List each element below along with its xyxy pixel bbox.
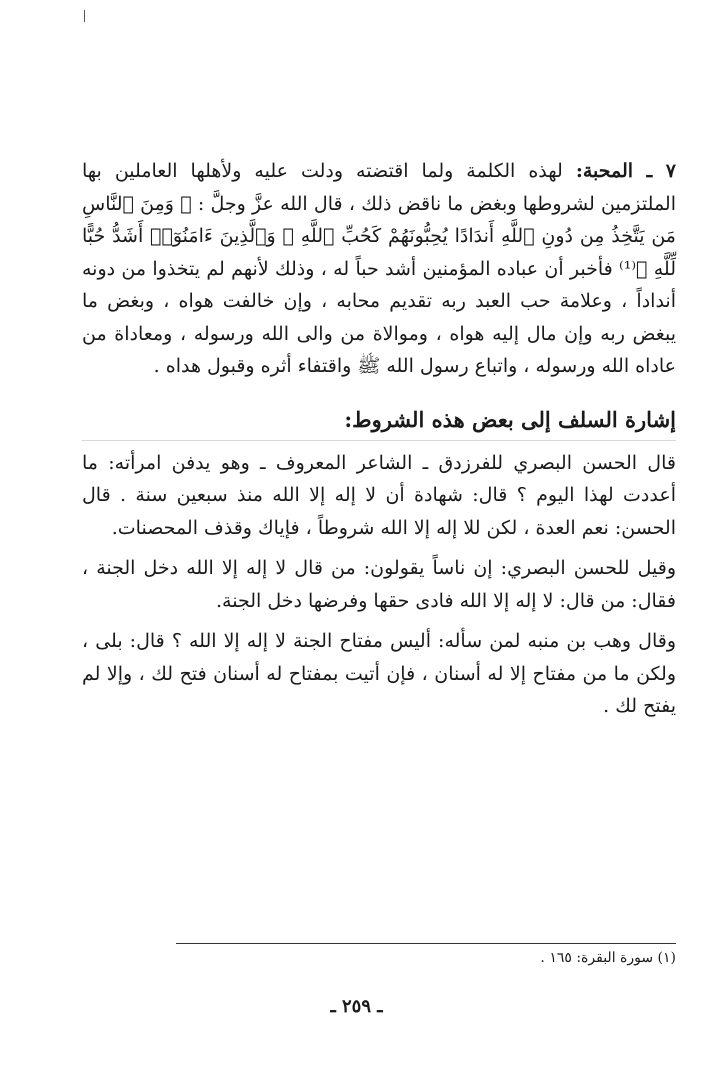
section-love-text: لهذه الكلمة ولما اقتضته ودلت عليه ولأهلها العاملين بها الملتزمين لشروطها وبغض ما ناقض ذلك ، قال الله عزَّ وجلَّ : ﴿ وَمِنَ ٱلنَّاسِ مَن يَتَّخِذُ مِن دُونِ ٱللَّهِ أَندَادًا يُحِبُّونَهُمْ كَحُبِّ ٱللَّهِ ۖ وَٱلَّذِينَ ءَامَنُوٓا۟ أَشَدُّ حُبًّا لِّلَّهِ ﴾⁽¹⁾ فأخبر أن عباده المؤمنين أشد حباً له ، وذلك لأنهم لم يتخذوا من دونه أنداداً ، وعلامة حب العبد ربه تقديم محابه ، وإن خالفت هواه ، وبغض ما يبغض ربه وإن مال إليه هواه ، وموالاة من والى الله ورسوله ، ومعاداة من عاداه الله ورسوله ، واتباع رسول الله ﷺ واقتفاء أثره وقبول هداه . [82,160,677,377]
section-heading: إشارة السلف إلى بعض هذه الشروط: [82,403,676,441]
main-text [82,155,676,723]
page-number: ـ ٢٥٩ ـ [330,996,383,1017]
section-love-lead: ٧ ـ المحبة: [575,160,677,182]
footnote-divider [176,943,676,944]
hasan-farazdaq-paragraph: قال الحسن البصري للفرزدق ـ الشاعر المعروف ـ وهو يدفن امرأته: ما أعددت لهذا اليوم ؟ قال: شهادة أن لا إله إلا الله منذ سبعين سنة . قال الحسن: نعم العدة ، لكن للا إله إلا الله شروطاً ، فإياك وقذف المحصنات. [82,451,676,539]
footnote: (١) سورة البقرة: ١٦٥ . [540,950,676,966]
wahb-paragraph: وقال وهب بن منبه لمن سأله: أليس مفتاح الجنة لا إله إلا الله ؟ قال: بلى ، ولكن ما من مفتاح إلا له أسنان ، فإن أتيت بمفتاح له أسنان فتح لك ، وإلا لم يفتح لك . [82,630,676,717]
hasan-people-paragraph: وقيل للحسن البصري: إن ناساً يقولون: من قال لا إله إلا الله دخل الجنة ، فقال: من قال: لا إله إلا الله فادى حقها وفرضها دخل الجنة. [82,557,676,612]
margin-mark [84,10,85,22]
section-love-paragraph [82,155,676,383]
